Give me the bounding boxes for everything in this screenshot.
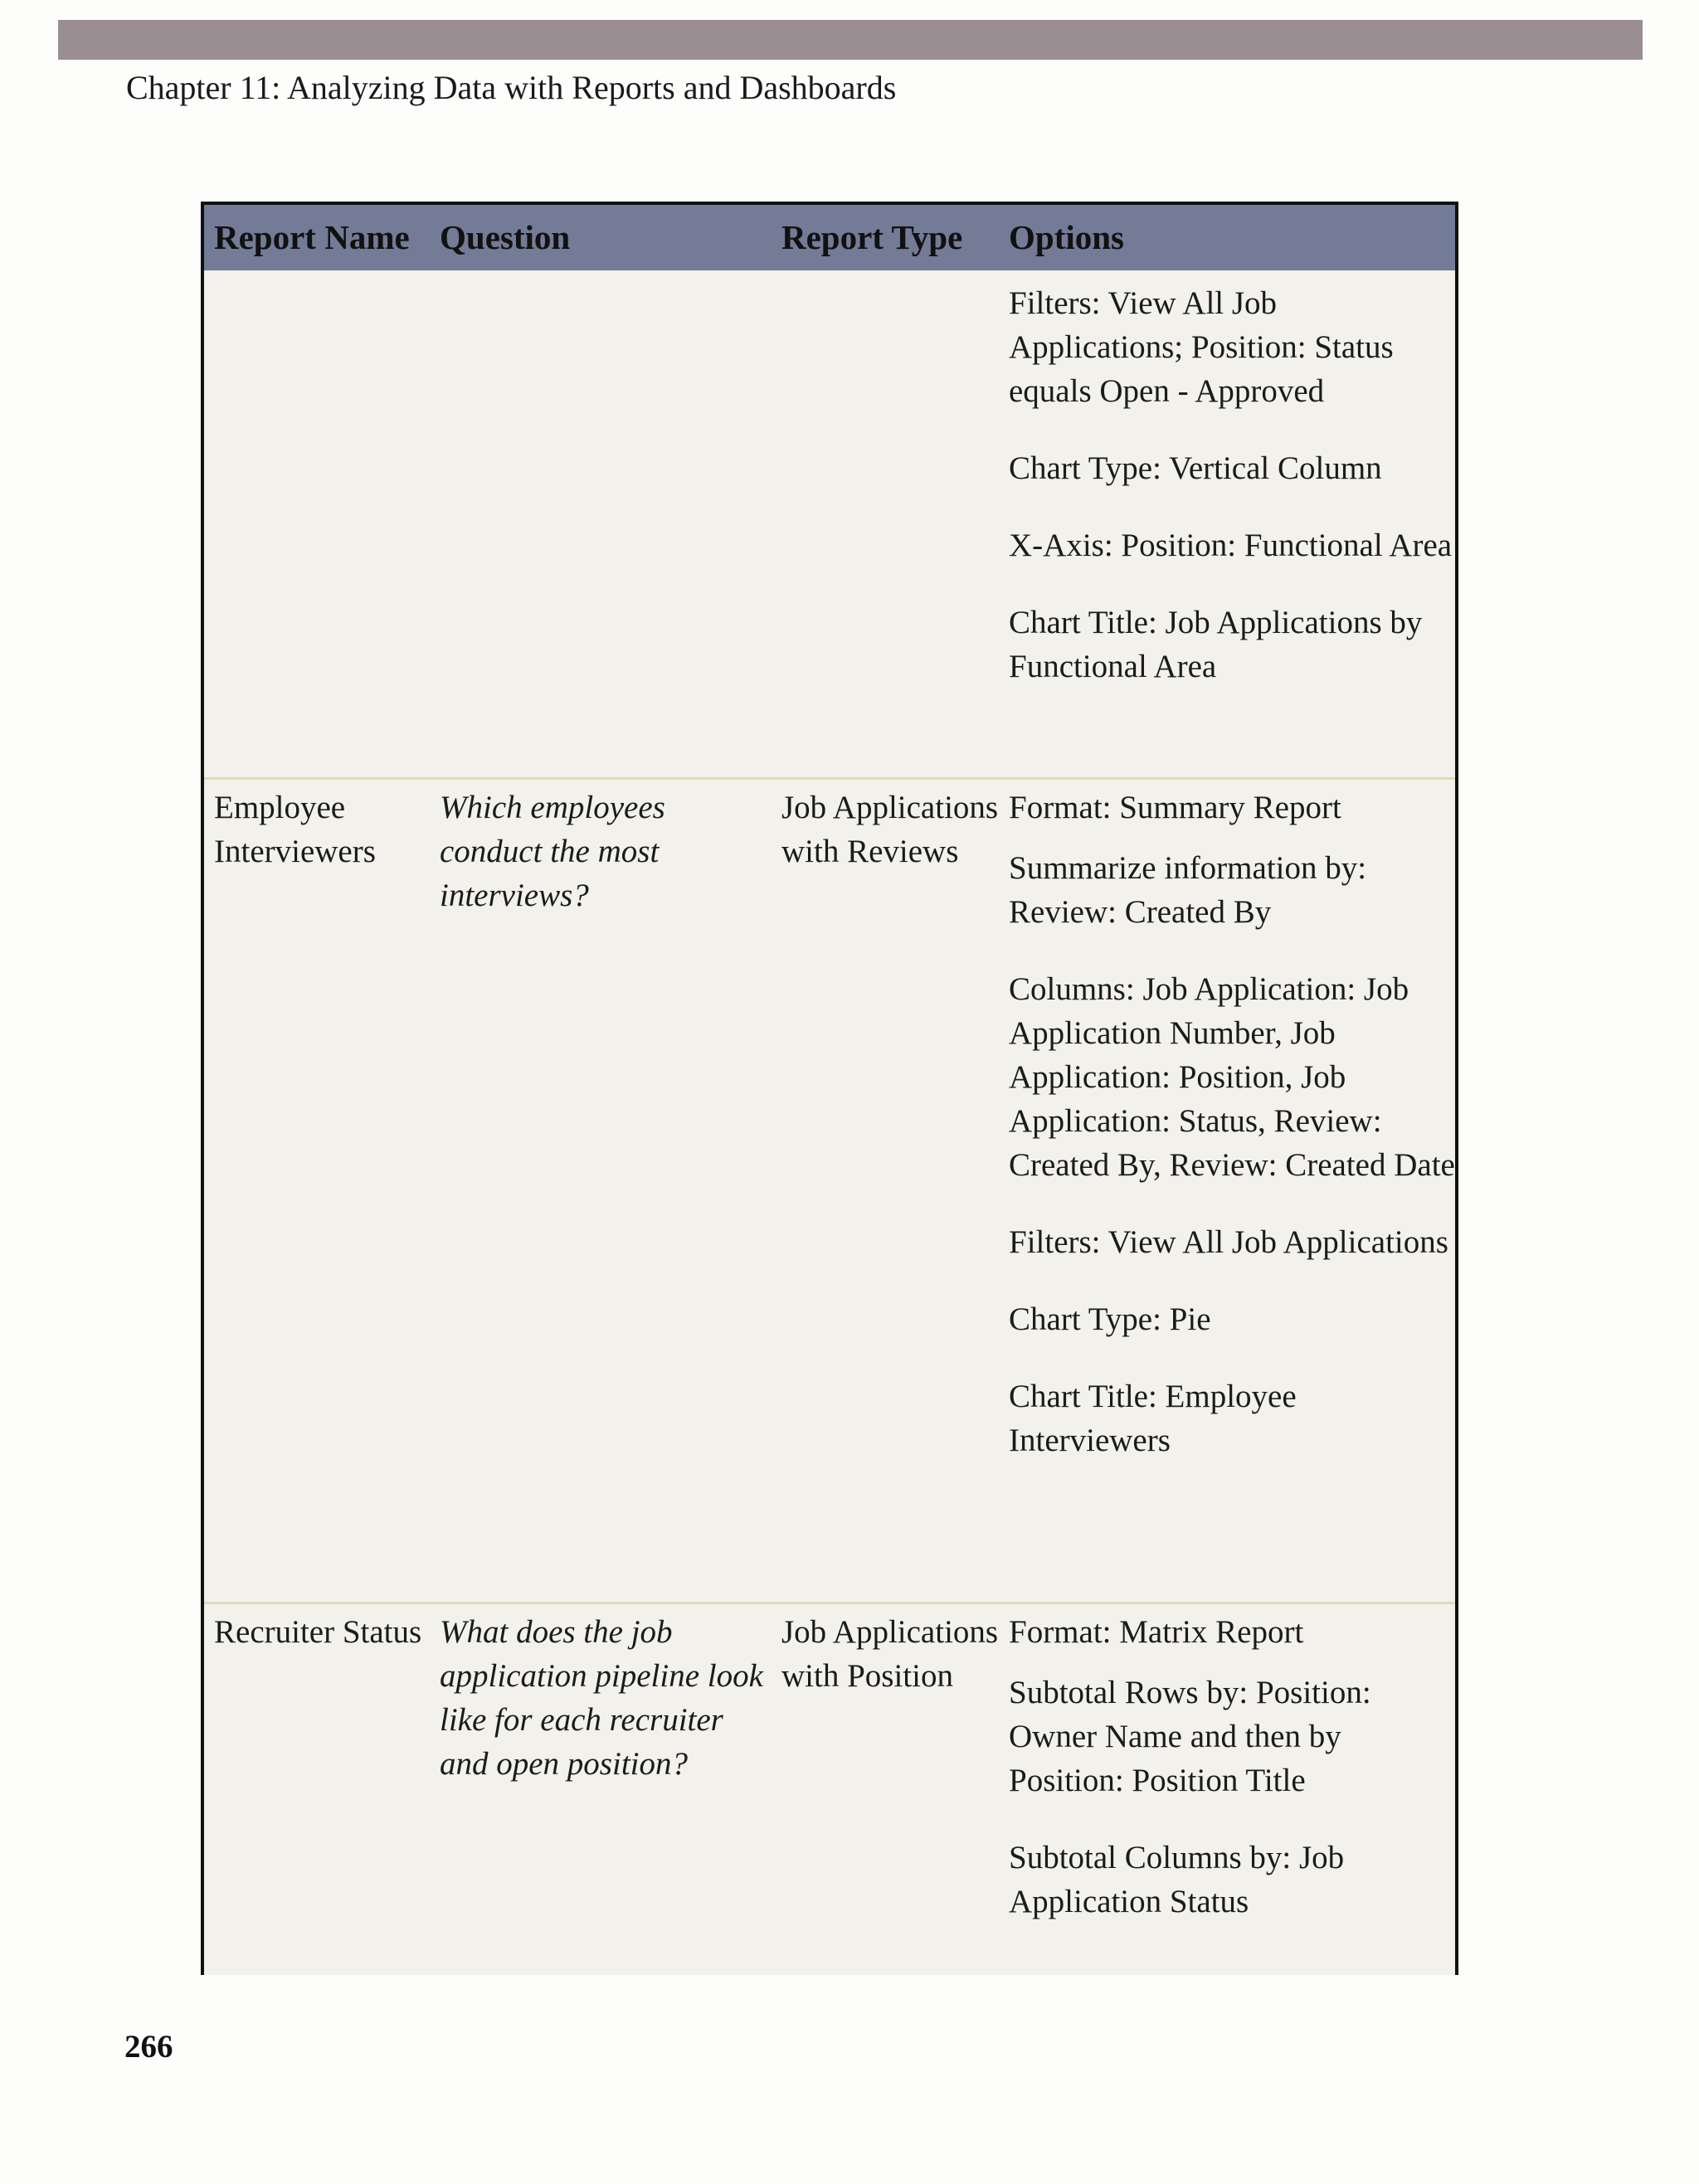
option-item: Chart Title: Employee Interviewers <box>1009 1379 1297 1458</box>
option-item: Chart Type: Pie <box>1009 1301 1211 1337</box>
option-item: Subtotal Columns by: Job Application Status <box>1009 1840 1345 1919</box>
row-divider <box>204 777 1455 780</box>
option-item: Summarize information by: Review: Created By <box>1009 850 1367 930</box>
report-type-cell: Job Applications with Position <box>781 1614 999 1694</box>
column-header-options: Options <box>1009 218 1124 256</box>
chapter-title: Chapter 11: Analyzing Data with Reports and Dashboards <box>126 69 897 106</box>
page-number: 266 <box>124 2029 173 2065</box>
report-name-cell: Employee Interviewers <box>214 790 376 869</box>
option-item: Chart Type: Vertical Column <box>1009 450 1382 486</box>
options-cell <box>1009 1610 1457 1957</box>
option-item: X-Axis: Position: Functional Area <box>1009 528 1453 563</box>
option-item: Chart Title: Job Applications by Functional Area <box>1009 605 1423 684</box>
question-cell: What does the job application pipeline look like for each recruiter and open position? <box>440 1614 763 1782</box>
column-header-report-name: Report Name <box>214 218 410 256</box>
options-cell <box>1009 281 1457 722</box>
option-item: Filters: View All Job Applications; Position: Status equals Open - Approved <box>1009 285 1394 409</box>
question-cell: Which employees conduct the most interviews? <box>440 790 665 913</box>
option-item: Format: Summary Report <box>1009 790 1341 825</box>
header-bar <box>58 20 1643 60</box>
option-item: Format: Matrix Report <box>1009 1614 1304 1650</box>
column-header-report-type: Report Type <box>781 218 963 256</box>
option-item: Columns: Job Application: Job Application Number, Job Application: Position, Job Application: Status, Review: Created By, Review: Created Date <box>1009 971 1455 1183</box>
table-header-row <box>204 205 1455 270</box>
column-header-question: Question <box>440 218 571 256</box>
option-item: Filters: View All Job Applications <box>1009 1224 1448 1260</box>
report-type-cell: Job Applications with Reviews <box>781 790 999 869</box>
row-divider <box>204 1602 1455 1604</box>
report-table <box>201 202 1458 1975</box>
options-cell <box>1009 786 1457 1496</box>
report-name-cell: Recruiter Status <box>214 1614 422 1650</box>
option-item: Subtotal Rows by: Position: Owner Name and then by Position: Position Title <box>1009 1675 1371 1798</box>
